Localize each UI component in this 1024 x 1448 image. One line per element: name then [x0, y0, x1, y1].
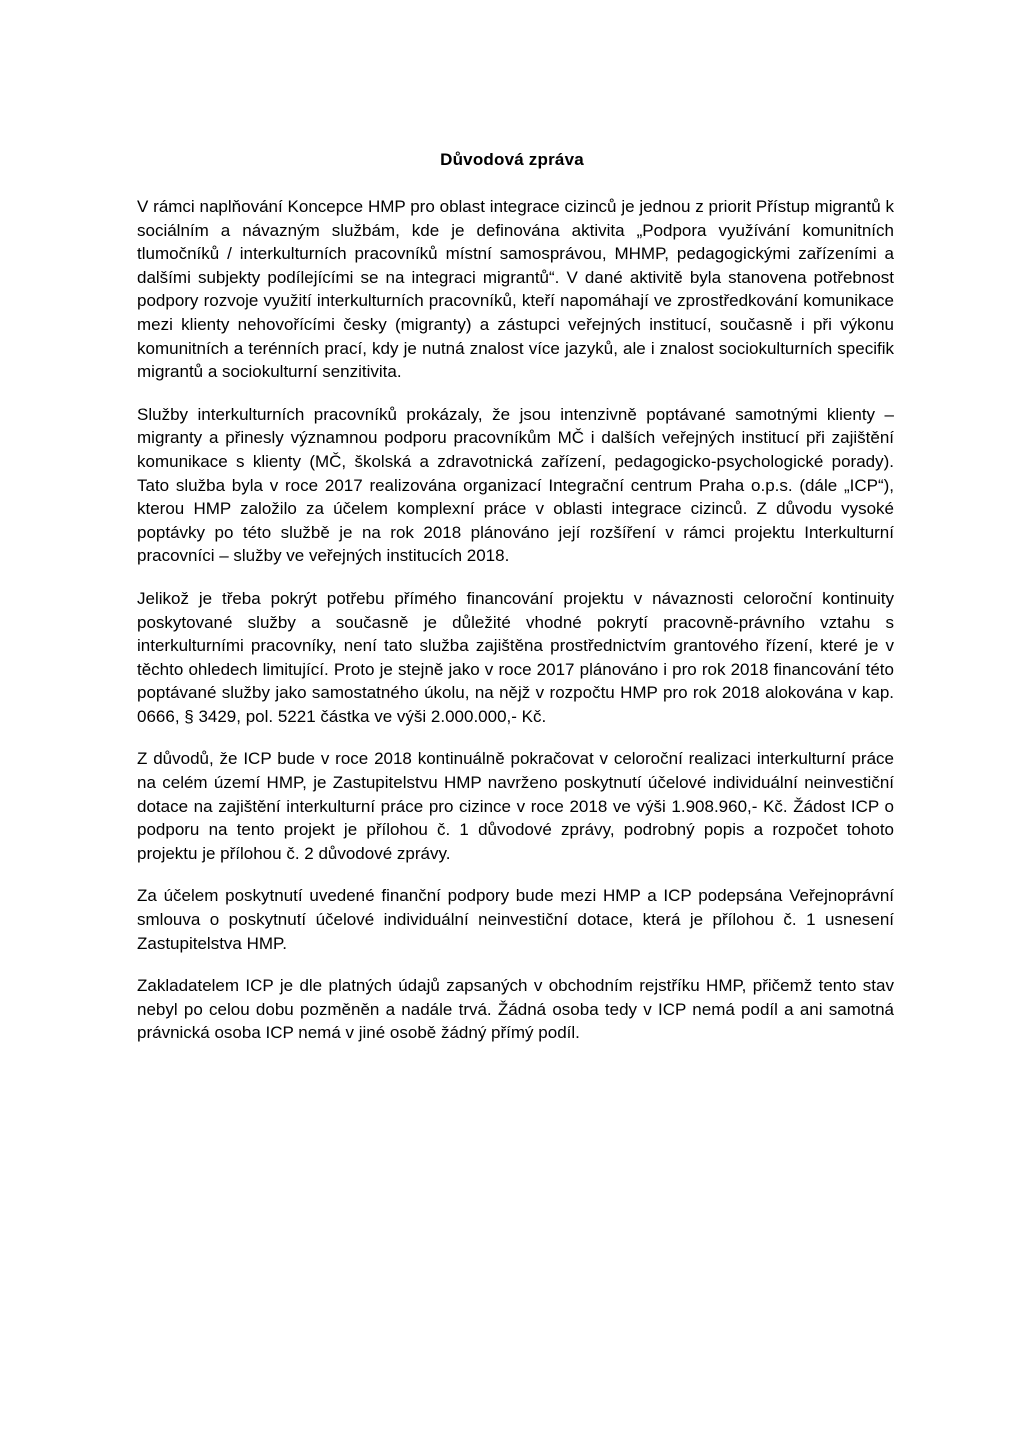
paragraph-founder: Zakladatelem ICP je dle platných údajů zapsaných v obchodním rejstříku HMP, přičemž tento stav nebyl po celou dobu pozměněn a nadále trvá. Žádná osoba tedy v ICP nemá podíl a ani samotná právnická osoba ICP nemá v jiné osobě žádný přímý podíl. — [137, 976, 894, 1043]
document-title: Důvodová zpráva — [440, 150, 584, 169]
document-body — [137, 195, 894, 1064]
paragraph-financing: Jelikož je třeba pokrýt potřebu přímého financování projektu v návaznosti celoroční kontinuity poskytované služby a současně je důležité vhodné pokrytí pracovně-právního vztahu s interkulturními pracovníky, není tato služba zajištěna prostřednictvím grantového řízení, které je v těchto ohledech limitující. Proto je stejně jako v roce 2017 plánováno i pro rok 2018 financování této poptávané služby jako samostatného úkolu, na nějž v rozpočtu HMP pro rok 2018 alokována v kap. 0666, § 3429, pol. 5221 částka ve výši 2.000.000,- Kč. — [137, 588, 894, 726]
paragraph-services-demand: Služby interkulturních pracovníků prokázaly, že jsou intenzivně poptávané samotnými klienty – migranty a přinesly významnou podporu pracovníkům MČ i dalších veřejných institucí při zajištění komunikace s klienty (MČ, školská a zdravotnická zařízení, pedagogicko-psychologické porady). Tato služba byla v roce 2017 realizována organizací Integrační centrum Praha o.p.s. (dále „ICP“), kterou HMP založilo za účelem komplexní práce v oblasti integrace cizinců. Z důvodu vysoké poptávky po této službě je na rok 2018 plánováno její rozšíření v rámci projektu Interkulturní pracovníci – služby ve veřejných institucích 2018. — [137, 404, 894, 566]
paragraph-concept-priority: V rámci naplňování Koncepce HMP pro oblast integrace cizinců je jednou z priorit Přístup migrantů k sociálním a návazným službám, kde je definována aktivita „Podpora využívání komunitních tlumočníků / interkulturních pracovníků místní samosprávou, MHMP, pedagogickými zařízeními a dalšími subjekty podílejícími se na integraci migrantů“. V dané aktivitě byla stanovena potřebnost podpory rozvoje využití interkulturních pracovníků, kteří napomáhají ve zprostředkování komunikace mezi klienty nehovořícími česky (migranty) a zástupci veřejných institucí, současně i při výkonu komunitních a terénních prací, kdy je nutná znalost více jazyků, ale i znalost sociokulturních specifik migrantů a sociokulturní senzitivita. — [137, 197, 894, 382]
paragraph-subsidy-proposal: Z důvodů, že ICP bude v roce 2018 kontinuálně pokračovat v celoroční realizaci interkulturní práce na celém území HMP, je Zastupitelstvu HMP navrženo poskytnutí účelové individuální neinvestiční dotace na zajištění interkulturní práce pro cizince v roce 2018 ve výši 1.908.960,- Kč. Žádost ICP o podporu na tento projekt je přílohou č. 1 důvodové zprávy, podrobný popis a rozpočet tohoto projektu je přílohou č. 2 důvodové zprávy. — [137, 749, 894, 863]
paragraph-contract: Za účelem poskytnutí uvedené finanční podpory bude mezi HMP a ICP podepsána Veřejnoprávní smlouva o poskytnutí účelové individuální neinvestiční dotace, která je přílohou č. 1 usnesení Zastupitelstva HMP. — [137, 886, 894, 953]
